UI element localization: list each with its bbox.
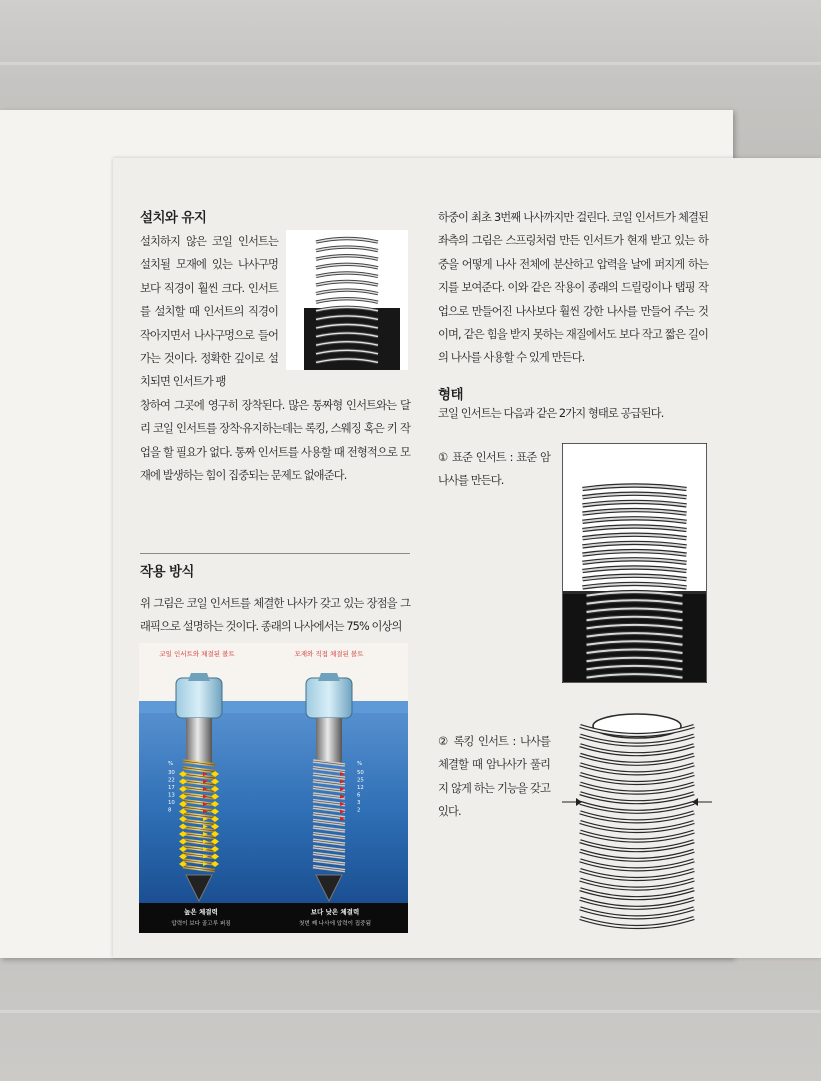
left-caption-title: 높은 체결력 xyxy=(184,908,218,916)
form-item-locking: ② 록킹 인서트 : 나사를 체결할 때 암나사가 풀리지 않게 하는 기능을 갖고 있다. xyxy=(438,735,550,819)
percent-label: 10 xyxy=(168,800,175,806)
right-caption-sub: 첫번 째 나사에 압력이 집중됨 xyxy=(299,921,371,927)
load-distribution-diagram xyxy=(139,643,408,933)
right-caption-title: 보다 낮은 체결력 xyxy=(310,908,360,916)
install-text-wrap: 설치하지 않은 코일 인서트는 설치될 모재에 있는 나사구멍보다 직경이 훨씬 크다. 인서트를 설치할 때 인서트의 직경이 작아지면서 나사구멍으로 들어가는 것이다. 정확한 깊이로 설치되면 인서트가 팽 xyxy=(140,235,278,389)
percent-label: 17 xyxy=(168,785,175,791)
continued-text: 하중이 최초 3번째 나사까지만 걸린다. 코일 인서트가 체결된 좌측의 그림은 스프링처럼 만든 인서트가 현재 받고 있는 하중을 어떻게 나사 전체에 분산하고 압력을 날에 퍼지게 하는지를 보여준다. 이와 같은 작용이 종래의 드릴링이나 탭핑 작업으로 만들어진 나사보다 훨씬 강한 나사를 만들어 주는 것이며, 같은 힘을 받지 못하는 재질에서도 보다 작고 짧은 길이의 나사를 사용할 수 있게 만든다. xyxy=(438,211,708,365)
percent-label: 12 xyxy=(357,785,364,791)
percent-symbol: % xyxy=(168,761,174,767)
percent-label: 2 xyxy=(357,807,361,814)
form-item-standard: ① 표준 인서트 : 표준 암나사를 만든다. xyxy=(438,451,550,488)
percent-label: 3 xyxy=(357,800,361,806)
operation-heading: 작용 방식 xyxy=(140,564,194,580)
operation-text: 위 그림은 코일 인서트를 체결한 나사가 갖고 있는 장점을 그래픽으로 설명하는 것이다. 종래의 나사에서는 75% 이상의 xyxy=(140,597,410,634)
insert-installed-photo xyxy=(286,230,408,370)
form-intro: 코일 인서트는 다음과 같은 2가지 형태로 공급된다. xyxy=(438,407,664,420)
percent-label: 6 xyxy=(357,792,361,799)
install-heading: 설치와 유지 xyxy=(140,210,207,226)
percent-label: 8 xyxy=(168,807,172,814)
locking-insert-photo xyxy=(562,710,712,940)
percent-label: 25 xyxy=(357,777,364,784)
diagram-right-title: 모재와 직접 체결된 볼트 xyxy=(294,650,364,658)
install-text-full: 창하여 그곳에 영구히 장착된다. 많은 통짜형 인서트와는 달리 코일 인서트를 장착·유지하는데는 록킹, 스웨징 혹은 키 작업을 할 필요가 없다. 통짜 인서트를 사용할 때 전형적으로 모재에 발생하는 힘이 집중되는 문제도 없애준다. xyxy=(140,399,410,483)
percent-label: 50 xyxy=(357,770,364,776)
percent-label: 30 xyxy=(168,770,175,776)
form-heading: 형태 xyxy=(438,387,463,403)
section-divider xyxy=(140,553,410,554)
standard-insert-photo xyxy=(562,443,707,683)
percent-label: 13 xyxy=(168,792,175,799)
percent-label: 22 xyxy=(168,777,175,784)
left-caption-sub: 압력이 보다 골고루 퍼짐 xyxy=(171,921,231,927)
percent-symbol: % xyxy=(357,761,363,767)
diagram-left-title: 코일 인서트와 체결된 볼트 xyxy=(159,650,235,658)
